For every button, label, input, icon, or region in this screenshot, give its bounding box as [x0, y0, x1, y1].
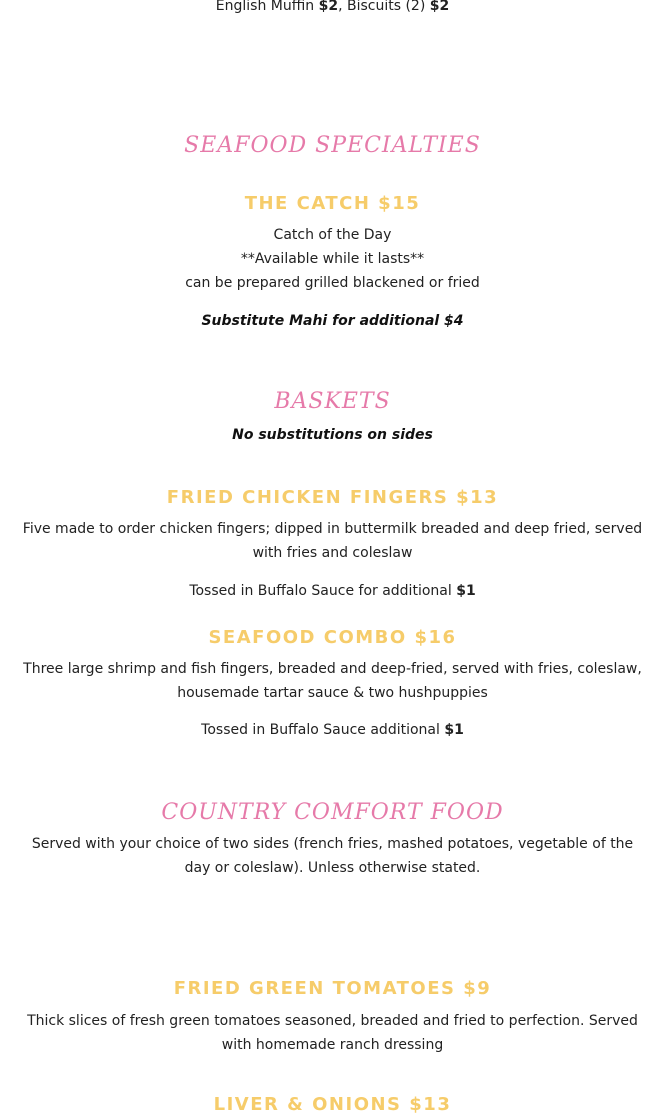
item-title-chicken-fingers: FRIED CHICKEN FINGERS $13 [166, 487, 499, 508]
combo-description: Three large shrimp and fish fingers, breaded and deep-fried, served with fries, coleslaw, housemade tartar sauce & two hushpuppies [23, 661, 642, 701]
combo-addon-text: Tossed in Buffalo Sauce additional [201, 722, 440, 738]
item-title-fried-green-tomatoes: FRIED GREEN TOMATOES $9 [173, 978, 492, 999]
biscuits-price: $2 [429, 0, 450, 14]
section-title-country-comfort: COUNTRY COMFORT FOOD [161, 800, 504, 825]
chicken-addon-price: $1 [456, 583, 476, 599]
biscuits-label: , Biscuits (2) [338, 0, 426, 14]
combo-addon-price: $1 [444, 722, 464, 738]
muffin-price: $2 [318, 0, 339, 14]
chicken-addon-text: Tossed in Buffalo Sauce for additional [189, 583, 452, 599]
top-price-line [0, 0, 665, 18]
section-title-baskets: BASKETS [274, 389, 391, 414]
catch-line-1: Catch of the Day [273, 227, 392, 243]
catch-line-3: can be prepared grilled blackened or fried [185, 275, 480, 291]
muffin-label: English Muffin [215, 0, 315, 14]
catch-line-2: **Available while it lasts** [240, 251, 425, 267]
country-description: Served with your choice of two sides (french fries, mashed potatoes, vegetable of the day or coleslaw). Unless otherwise stated. [31, 836, 634, 876]
catch-note: Substitute Mahi for additional $4 [201, 313, 464, 329]
combo-addon [0, 718, 665, 742]
item-title-the-catch: THE CATCH $15 [244, 193, 421, 214]
item-title-liver-onions: LIVER & ONIONS $13 [213, 1094, 452, 1115]
section-title-seafood: SEAFOOD SPECIALTIES [184, 133, 481, 158]
chicken-description: Five made to order chicken fingers; dipped in buttermilk breaded and deep fried, served with fries and coleslaw [22, 521, 643, 561]
tomatoes-description: Thick slices of fresh green tomatoes seasoned, breaded and fried to perfection. Served with homemade ranch dressing [27, 1013, 638, 1053]
baskets-note: No substitutions on sides [232, 427, 433, 443]
chicken-addon [0, 579, 665, 603]
item-title-seafood-combo: SEAFOOD COMBO $16 [208, 627, 457, 648]
